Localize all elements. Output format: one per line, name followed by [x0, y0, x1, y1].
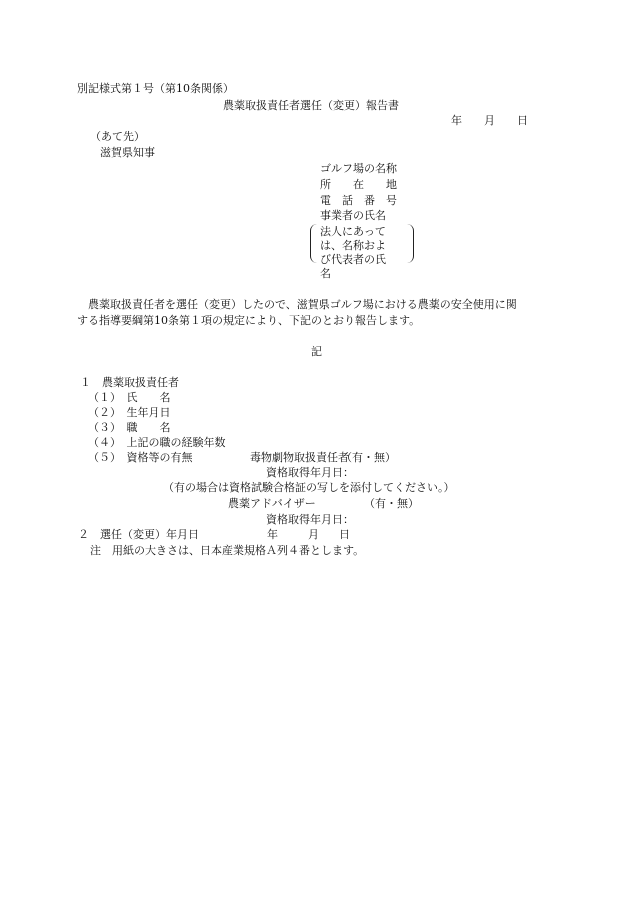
- body-text-line-1: 農薬取扱責任者を選任（変更）したので、滋賀県ゴルフ場における農薬の安全使用に関: [88, 298, 517, 311]
- item-1-name: （１） 氏 名: [88, 391, 171, 404]
- document-title: 農薬取扱責任者選任（変更）報告書: [223, 99, 399, 112]
- recipient-note: （あて先）: [90, 130, 145, 143]
- poison-handler-label: 毒物劇物取扱責任者: [250, 451, 349, 464]
- item-1-heading: １ 農薬取扱責任者: [80, 376, 179, 389]
- qualification-date-2: 資格取得年月日：: [266, 513, 354, 526]
- body-text-line-2: する指導要綱第10条第１項の規定により、下記のとおり報告します。: [77, 314, 421, 327]
- item-1-birthdate: （２） 生年月日: [88, 406, 171, 419]
- date-year-label: 年: [451, 114, 462, 127]
- corporate-note-line-1: 法人にあって: [320, 225, 386, 238]
- qualification-date-1: 資格取得年月日：: [266, 466, 354, 479]
- golf-course-name-label: ゴルフ場の名称: [320, 162, 397, 175]
- advisor-label: 農薬アドバイザー: [228, 497, 316, 510]
- address-label: 所 在 地: [320, 178, 397, 191]
- date-day-label: 日: [517, 114, 528, 127]
- phone-label: 電 話 番 号: [320, 194, 397, 207]
- item-2-day: 日: [339, 528, 350, 541]
- item-2-month: 月: [308, 528, 319, 541]
- poison-handler-yes-no: （有・無）: [341, 451, 396, 464]
- corporate-note-line-4: 名: [320, 267, 331, 280]
- recipient: 滋賀県知事: [100, 146, 155, 159]
- corporate-note-line-2: は、名称およ: [320, 239, 386, 252]
- footnote: 注 用紙の大きさは、日本産業規格Ａ列４番とします。: [90, 544, 365, 557]
- advisor-yes-no: （有・無）: [364, 497, 419, 510]
- item-2-heading: ２ 選任（変更）年月日: [78, 528, 199, 541]
- date-month-label: 月: [484, 114, 495, 127]
- item-2-year: 年: [267, 528, 278, 541]
- item-1-experience: （４） 上記の職の経験年数: [88, 436, 226, 449]
- attachment-note: （有の場合は資格試験合格証の写しを添付してください。）: [163, 481, 455, 494]
- corporate-note-line-3: び代表者の氏: [320, 253, 386, 266]
- operator-name-label: 事業者の氏名: [320, 209, 386, 222]
- ki-heading: 記: [311, 345, 322, 358]
- form-number: 別記様式第１号（第10条関係）: [77, 82, 234, 95]
- item-1-position: （３） 職 名: [88, 421, 171, 434]
- item-1-qualification: （５） 資格等の有無: [88, 451, 193, 464]
